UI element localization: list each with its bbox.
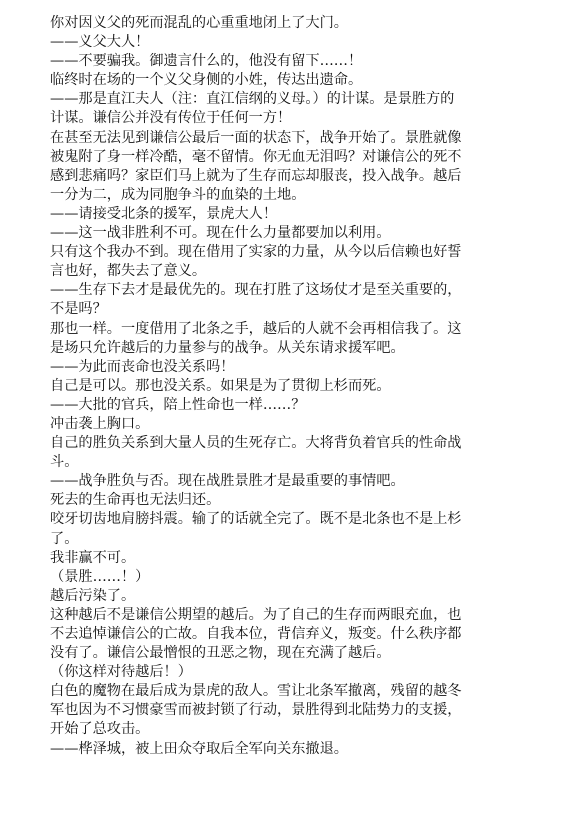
text-line: 冲击袭上胸口。 bbox=[50, 415, 150, 432]
text-line: 是场只允许越后的力量参与的战争。从关东请求援军吧。 bbox=[50, 339, 405, 356]
text-line: 军也因为不习惯豪雪而被封锁了行动，景胜得到北陆势力的支援， bbox=[50, 702, 462, 719]
text-line: 死去的生命再也无法归还。 bbox=[50, 492, 221, 509]
text-line: 自己的胜负关系到大量人员的生死存亡。大将背负着官兵的性命战 bbox=[50, 435, 462, 452]
text-line: ——大批的官兵，陪上性命也一样……？ bbox=[50, 396, 306, 413]
text-line: 不是吗？ bbox=[50, 301, 107, 318]
text-line: 计谋。谦信公并没有传位于任何一方！ bbox=[50, 110, 292, 127]
text-line: 感到悲痛吗？家臣们马上就为了生存而忘却服丧，投入战争。越后 bbox=[50, 167, 462, 184]
text-line: ——为此而丧命也没关系吗！ bbox=[50, 358, 235, 375]
text-line: 那也一样。一度借用了北条之手，越后的人就不会再相信我了。这 bbox=[50, 320, 462, 337]
text-line: 在甚至无法见到谦信公最后一面的状态下，战争开始了。景胜就像 bbox=[50, 129, 462, 146]
text-line: 白色的魔物在最后成为景虎的敌人。雪让北条军撤离，残留的越冬 bbox=[50, 683, 462, 700]
text-line: 自己是可以。那也没关系。如果是为了贯彻上杉而死。 bbox=[50, 377, 391, 394]
text-line: 斗。 bbox=[50, 454, 79, 471]
text-line: 言也好，都失去了意义。 bbox=[50, 263, 207, 280]
text-line: 越后污染了。 bbox=[50, 587, 136, 604]
text-line: ——战争胜负与否。现在战胜景胜才是最重要的事情吧。 bbox=[50, 473, 405, 490]
text-line: 一分为二，成为同胞争斗的血染的土地。 bbox=[50, 186, 306, 203]
text-line: ——那是直江夫人（注：直江信纲的义母。）的计谋。是景胜方的 bbox=[50, 91, 455, 108]
text-line: 没有了。谦信公最憎恨的丑恶之物，现在充满了越后。 bbox=[50, 645, 391, 662]
text-line: （你这样对待越后！） bbox=[50, 664, 192, 681]
text-line: 这种越后不是谦信公期望的越后。为了自己的生存而两眼充血，也 bbox=[50, 606, 462, 623]
text-line: 被鬼附了身一样冷酷，毫不留情。你无血无泪吗？对谦信公的死不 bbox=[50, 148, 462, 165]
text-line: 开始了总攻击。 bbox=[50, 721, 150, 738]
text-line: 我非赢不可。 bbox=[50, 549, 136, 566]
text-line: 你对因义父的死而混乱的心重重地闭上了大门。 bbox=[50, 15, 348, 31]
text-line: 只有这个我办不到。现在借用了实家的力量，从今以后信赖也好誓 bbox=[50, 244, 462, 261]
text-line: ——不要骗我。御遗言什么的，他没有留下……！ bbox=[50, 53, 363, 70]
text-line: 临终时在场的一个义父身侧的小姓，传达出遗命。 bbox=[50, 72, 363, 89]
text-line: 了。 bbox=[50, 530, 79, 547]
text-line: （景胜……！） bbox=[50, 568, 150, 585]
text-line: ——桦泽城，被上田众夺取后全军向关东撤退。 bbox=[50, 740, 348, 757]
text-line: ——这一战非胜利不可。现在什么力量都要加以利用。 bbox=[50, 225, 391, 242]
text-line: ——义父大人！ bbox=[50, 34, 150, 51]
text-line: ——请接受北条的援军，景虎大人！ bbox=[50, 205, 278, 222]
text-line: 不去追悼谦信公的亡故。自我本位，背信弃义，叛变。什么秩序都 bbox=[50, 626, 462, 642]
text-line: ——生存下去才是最优先的。现在打胜了这场仗才是至关重要的， bbox=[50, 282, 462, 299]
text-line: 咬牙切齿地肩膀抖震。输了的话就全完了。既不是北条也不是上杉 bbox=[50, 511, 462, 528]
